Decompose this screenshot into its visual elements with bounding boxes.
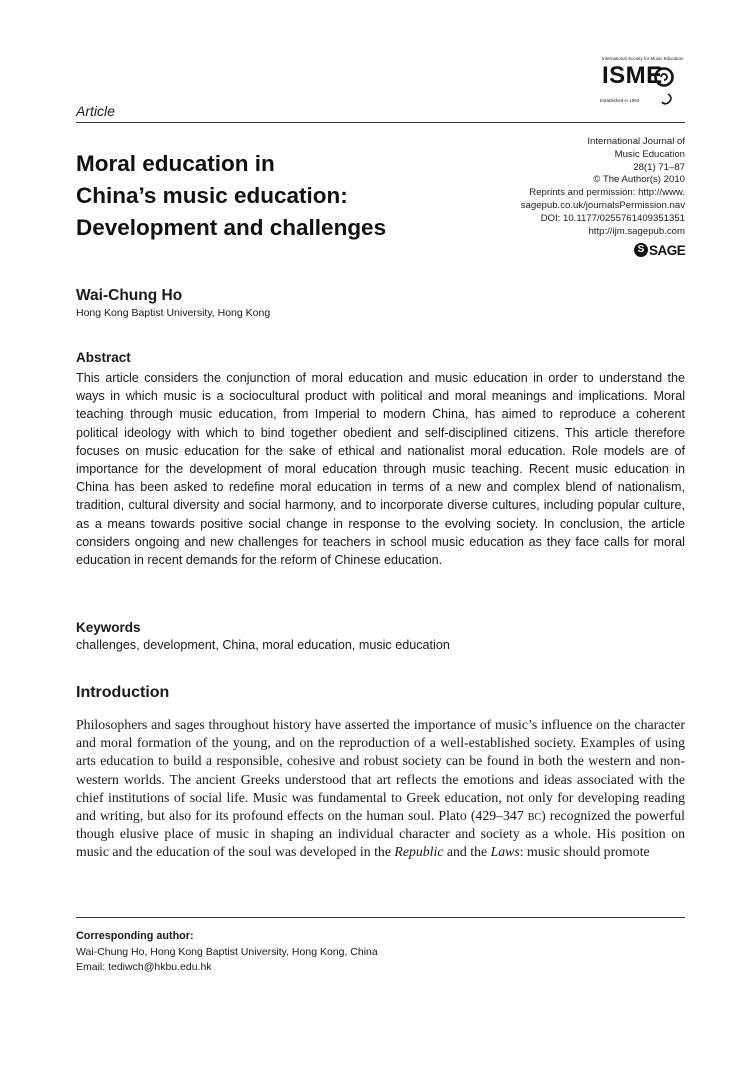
journal-info-line: http://ijm.sagepub.com bbox=[588, 225, 685, 237]
intro-era-label: bc bbox=[527, 808, 542, 824]
header-divider bbox=[76, 122, 685, 123]
corresponding-author-email: Email: tediwch@hkbu.edu.hk bbox=[76, 961, 212, 973]
intro-text-part: ) recognized the powerful though elusive place of music in shaping an individual character and society as a whole. His position on music and the education of the soul was developed in the bbox=[76, 808, 686, 860]
author-affiliation: Hong Kong Baptist University, Hong Kong bbox=[76, 307, 271, 319]
intro-text-part: : music should promote bbox=[519, 844, 650, 860]
footer-divider bbox=[76, 917, 685, 918]
journal-info-line: International Journal of bbox=[587, 136, 685, 147]
introduction-text bbox=[76, 716, 685, 862]
journal-info bbox=[521, 136, 685, 238]
paper-title bbox=[76, 148, 496, 244]
introduction-heading: Introduction bbox=[76, 684, 170, 701]
abstract-heading: Abstract bbox=[76, 350, 131, 365]
sage-wordmark: SAGE bbox=[649, 242, 686, 258]
author-name: Wai-Chung Ho bbox=[76, 287, 183, 304]
intro-work-title: Laws bbox=[490, 844, 520, 860]
journal-info-line: DOI: 10.1177/0255761409351351 bbox=[540, 212, 685, 224]
logo-mark: ISME bbox=[602, 62, 663, 89]
journal-info-line: Music Education bbox=[614, 148, 685, 160]
abstract-text: This article considers the conjunction of moral education and music education in order to understand the ways in which music is a sociocultural product with political and moral meanings and implications. Moral teaching through music education, from Imperial to modern China, has aimed to reproduce a coherent political ideology with which to bind together obedient and self-disciplined citizens. This article therefore focuses on music education for the sake of ethical and nationalist moral education. Role models are of importance for the development of moral education through music teaching. Recent music education in China has been asked to redefine moral education in terms of a new and complex blend of nationalism, tradition, cultural diversity and social harmony, and to incorporate diverse cultures, including popular culture, as a means towards positive social change in response to the evolving society. In conclusion, the article considers ongoing and new challenges for teachers in school music education as they face calls for moral education in recent demands for the reform of Chinese education. bbox=[76, 371, 685, 568]
intro-text-part: Philosophers and sages throughout history have asserted the importance of music’s influence on the character and moral formation of the young, and on the reproduction of a well-established society. Examples of using arts education to build a responsible, cohesive and robust society can be found in both the western and non-western worlds. The ancient Greeks understood that art reflects the emotions and ideas associated with the chief institutions of social life. Music was fundamental to Greek education, not only for developing reading and writing, but also for its profound effects on the human soul. Plato (429–347 bbox=[76, 717, 685, 824]
journal-info-line: Reprints and permission: http://www. bbox=[529, 187, 685, 199]
keywords-text: challenges, development, China, moral education, music education bbox=[76, 638, 450, 652]
intro-work-title: Republic bbox=[394, 844, 444, 860]
sage-s-icon: S bbox=[634, 243, 648, 257]
article-type-label: Article bbox=[76, 103, 115, 119]
logo-society-text: International Society for Music Education bbox=[602, 56, 684, 61]
sage-logo bbox=[634, 242, 685, 258]
logo-established-text: Established in 1953 bbox=[600, 98, 640, 103]
intro-text-part: and the bbox=[443, 844, 491, 860]
corresponding-author-address: Wai-Chung Ho, Hong Kong Baptist University, Hong Kong, China bbox=[76, 946, 378, 958]
keywords-heading: Keywords bbox=[76, 620, 141, 635]
title-line: Moral education in bbox=[76, 151, 275, 176]
isme-logo bbox=[592, 56, 696, 110]
journal-info-line: 28(1) 71–87 bbox=[633, 161, 685, 173]
journal-info-line: sagepub.co.uk/journalsPermission.nav bbox=[520, 199, 685, 211]
corresponding-author-heading: Corresponding author: bbox=[76, 930, 194, 942]
title-line: Development and challenges bbox=[76, 215, 387, 240]
title-line: China’s music education: bbox=[76, 183, 348, 208]
journal-info-line: © The Author(s) 2010 bbox=[593, 174, 685, 186]
